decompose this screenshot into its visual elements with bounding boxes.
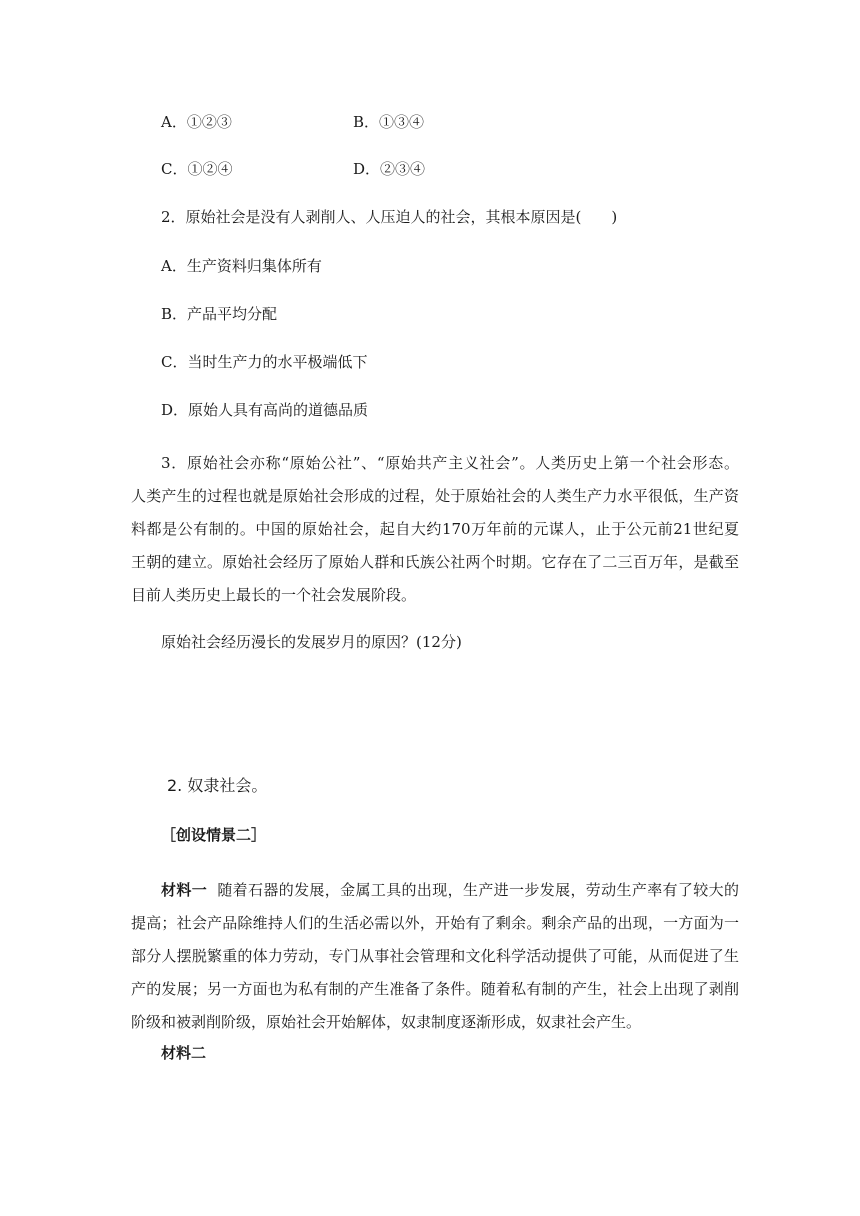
- material2-label: 材料二: [161, 1044, 207, 1062]
- q3-line-5: 目前人类历史上最长的一个社会发展阶段。: [131, 586, 417, 604]
- q1-option-c: C．①②④: [161, 160, 233, 178]
- material1-body: [131, 907, 739, 1039]
- q2-option-d: D．原始人具有高尚的道德品质: [161, 401, 369, 419]
- q3-line-4: 王朝的建立。原始社会经历了原始人群和氏族公社两个时期。它存在了二三百万年，是截至: [131, 553, 739, 571]
- section-heading: 2. 奴隶社会。: [167, 776, 268, 795]
- material1-line-5: 阶级和被剥削阶级，原始社会开始解体，奴隶制度逐渐形成，奴隶社会产生。: [131, 1013, 642, 1031]
- material1-line-1: [161, 874, 739, 907]
- q2-stem: 2．原始社会是没有人剥削人、人压迫人的社会，其根本原因是( ): [161, 208, 618, 226]
- q1-option-a: A．①②③: [161, 113, 232, 131]
- q3-passage: [161, 447, 739, 480]
- q3-line-3: 料都是公有制的。中国的原始社会，起自大约170万年前的元谋人，止于公元前21世纪夏: [131, 520, 739, 538]
- scenario-label: ［创设情景二］: [161, 826, 267, 844]
- material1-line-2: 提高；社会产品除维持人们的生活必需以外，开始有了剩余。剩余产品的出现，一方面为一: [131, 914, 739, 932]
- q3-passage-cont: [131, 480, 739, 612]
- material1-first: [161, 874, 739, 907]
- q1-option-b: B．①③④: [353, 113, 425, 131]
- q2-option-a: A．生产资料归集体所有: [161, 257, 322, 275]
- q2-option-c: C．当时生产力的水平极端低下: [161, 353, 368, 371]
- q3-line-1: 3．原始社会亦称“原始公社”、“原始共产主义社会”。人类历史上第一个社会形态。: [161, 454, 739, 472]
- q3-question: 原始社会经历漫长的发展岁月的原因？(12分): [161, 633, 462, 651]
- material1-line-3: 部分人摆脱繁重的体力劳动，专门从事社会管理和文化科学活动提供了可能，从而促进了生: [131, 947, 739, 965]
- q1-option-d: D．②③④: [353, 160, 426, 178]
- q2-option-b: B．产品平均分配: [161, 305, 278, 323]
- material1-line-4: 产的发展；另一方面也为私有制的产生准备了条件。随着私有制的产生，社会上出现了剥削: [131, 980, 739, 998]
- material1-label: 材料一: [161, 881, 208, 899]
- q3-line-2: 人类产生的过程也就是原始社会形成的过程，处于原始社会的人类生产力水平很低，生产资: [131, 487, 739, 505]
- material1-text-1: 随着石器的发展，金属工具的出现，生产进一步发展，劳动生产率有了较大的: [217, 881, 739, 899]
